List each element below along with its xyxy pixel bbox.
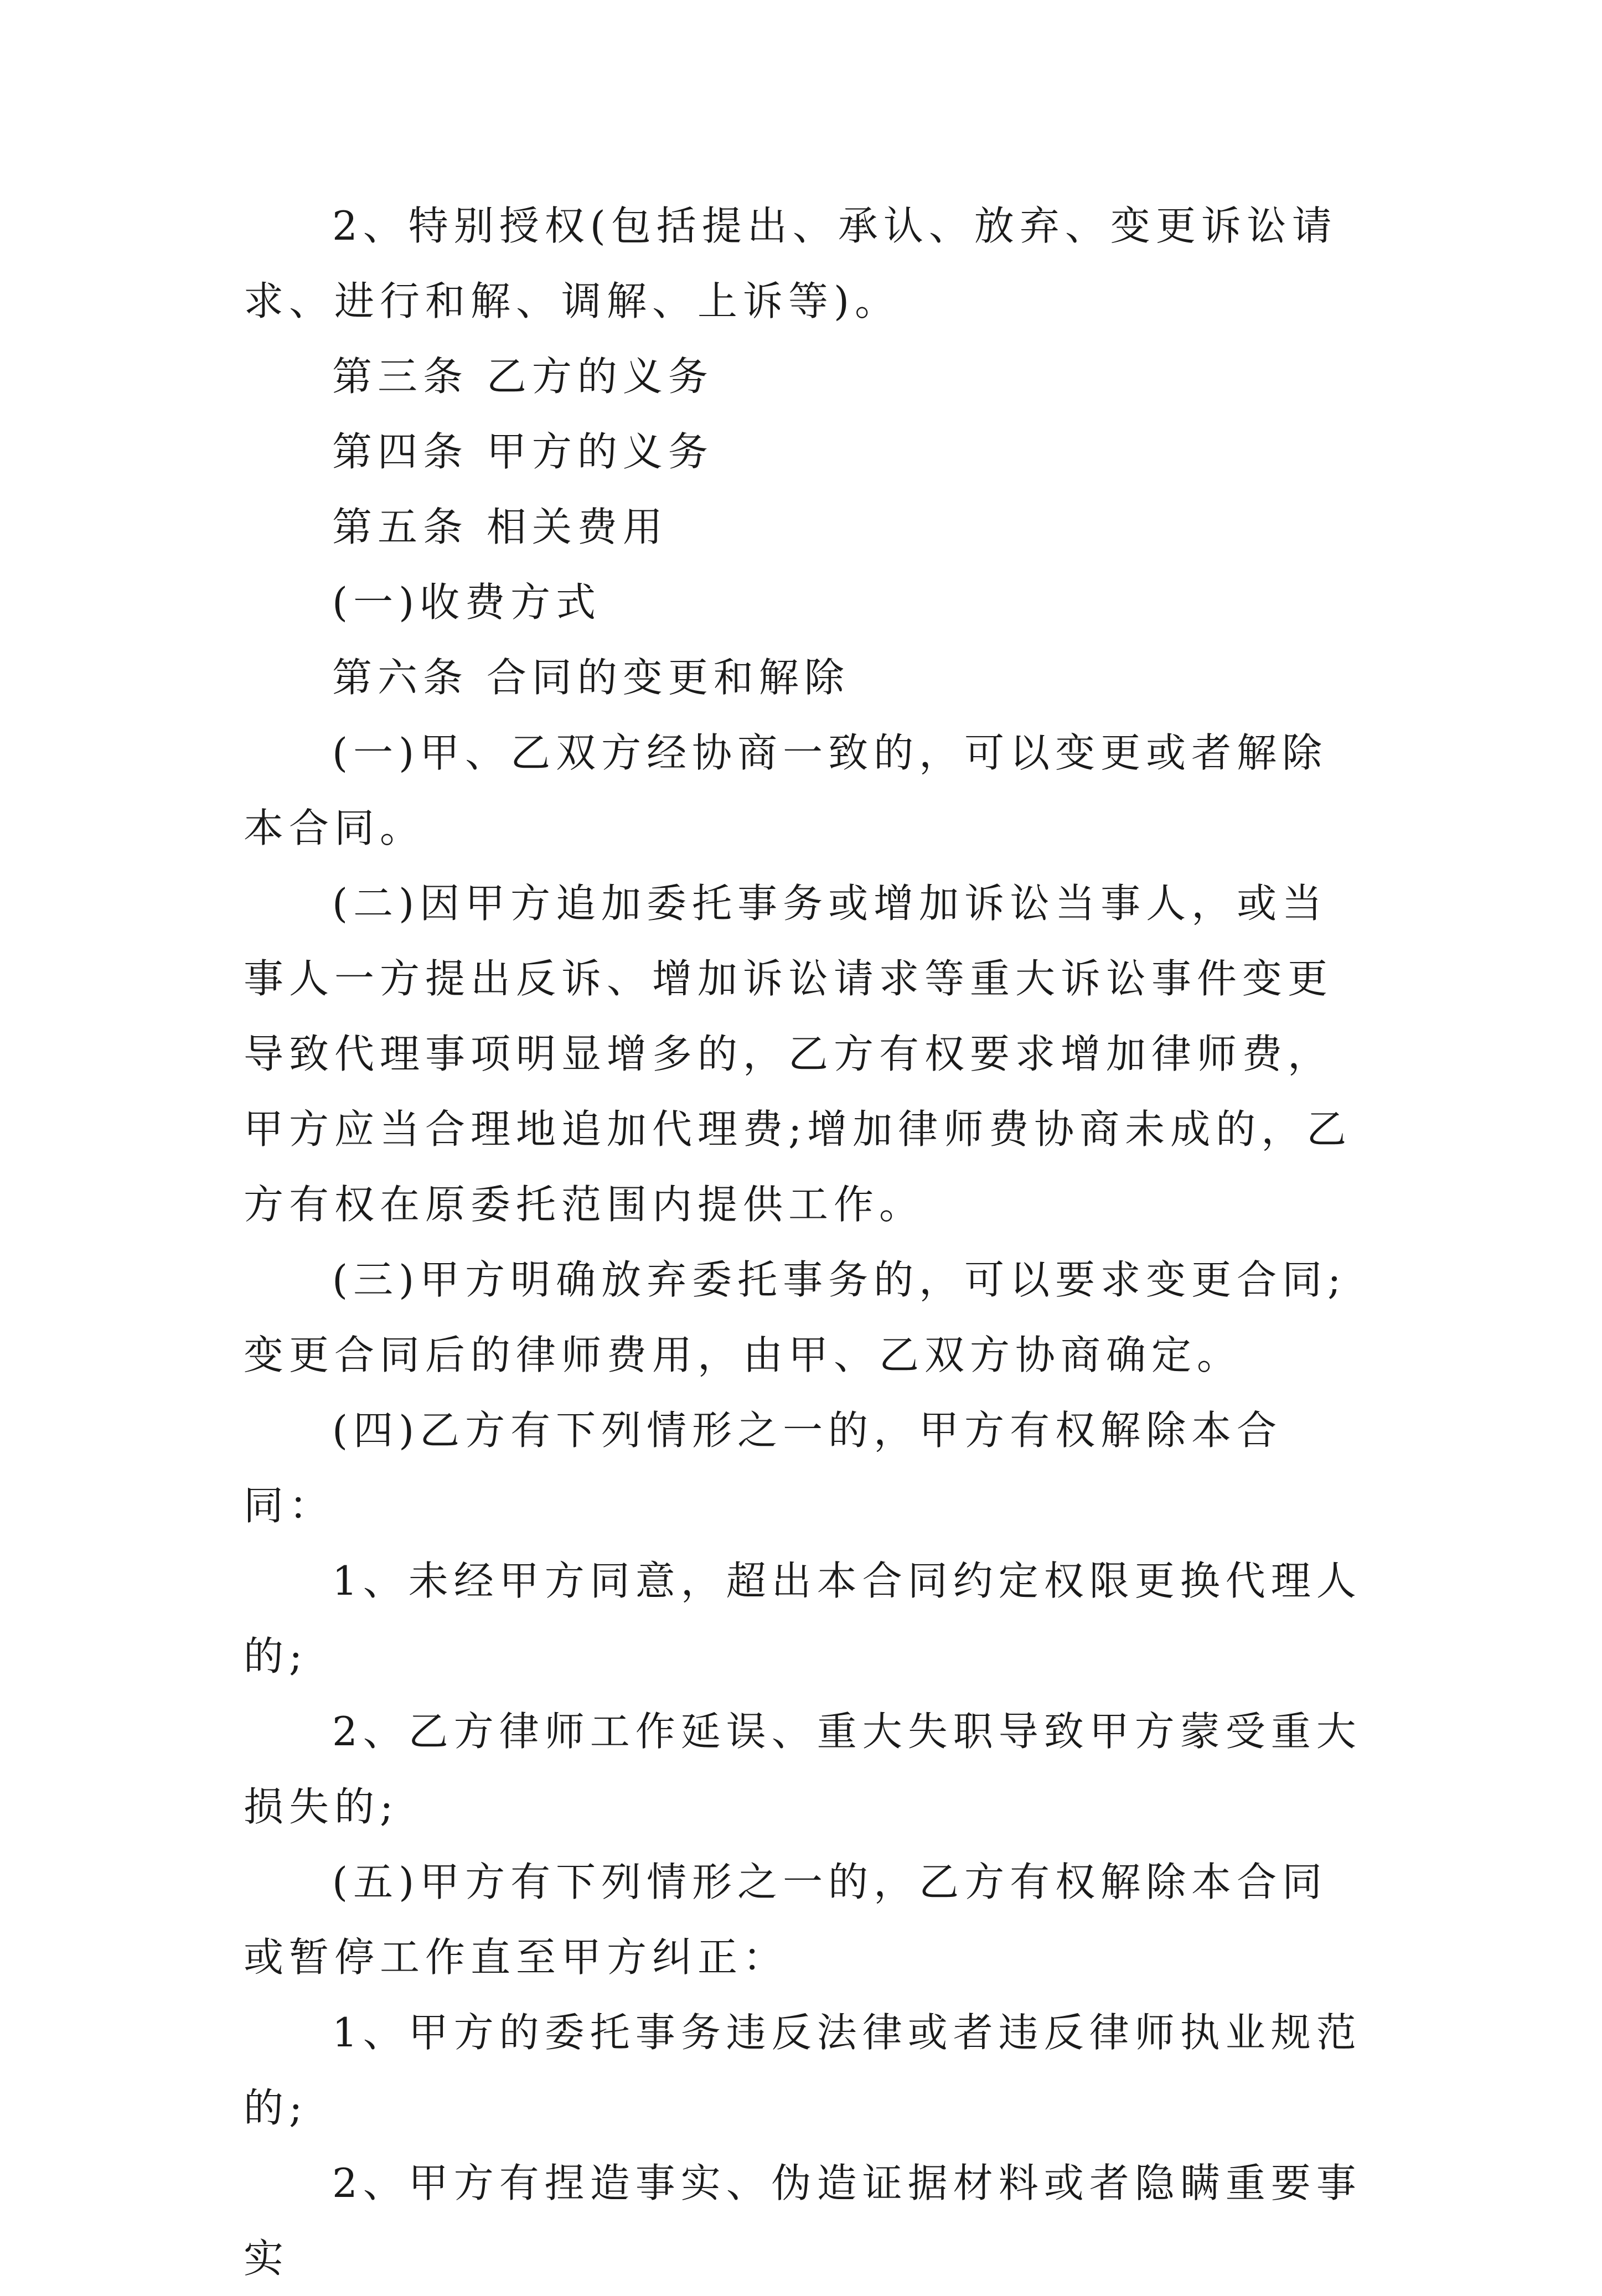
paragraph-6-5: (五)甲方有下列情形之一的，乙方有权解除本合同或暂停工作直至甲方纠正： [244, 1859, 1328, 1980]
heading-article-3: 第三条 乙方的义务 [332, 353, 714, 400]
heading-article-4: 第四条 甲方的义务 [332, 428, 714, 475]
contract-text [244, 188, 1362, 2296]
paragraph-6-2: (二)因甲方追加委托事务或增加诉讼当事人，或当事人一方提出反诉、增加诉讼请求等重大诉讼事件变更导致代理事项明显增多的，乙方有权要求增加律师费，甲方应当合理地追加代理费;增加律师费协商未成的，乙方有权在原委托范围内提供工作。 [244, 880, 1352, 1228]
paragraph-6-5-item-2: 2、甲方有捏造事实、伪造证据材料或者隐瞒重要事实 [244, 2160, 1362, 2282]
paragraph-6-4-item-1: 1、未经甲方同意，超出本合同约定权限更换代理人的; [244, 1558, 1362, 1679]
paragraph-fee-method: (一)收费方式 [332, 579, 602, 625]
paragraph-6-4: (四)乙方有下列情形之一的，甲方有权解除本合同： [244, 1407, 1283, 1529]
paragraph-6-1: (一)甲、乙双方经协商一致的，可以变更或者解除本合同。 [244, 730, 1328, 851]
paragraph-6-3: (三)甲方明确放弃委托事务的，可以要求变更合同;变更合同后的律师费用，由甲、乙双方协商确定。 [244, 1256, 1347, 1378]
paragraph-6-4-item-2: 2、乙方律师工作延误、重大失职导致甲方蒙受重大损失的; [244, 1708, 1362, 1830]
paragraph-special-authorization: 2、特别授权(包括提出、承认、放弃、变更诉讼请求、进行和解、调解、上诉等)。 [244, 203, 1337, 324]
heading-article-6: 第六条 合同的变更和解除 [332, 654, 850, 701]
heading-article-5: 第五条 相关费用 [332, 504, 668, 550]
paragraph-6-5-item-1: 1、甲方的委托事务违反法律或者违反律师执业规范的; [244, 2009, 1362, 2131]
